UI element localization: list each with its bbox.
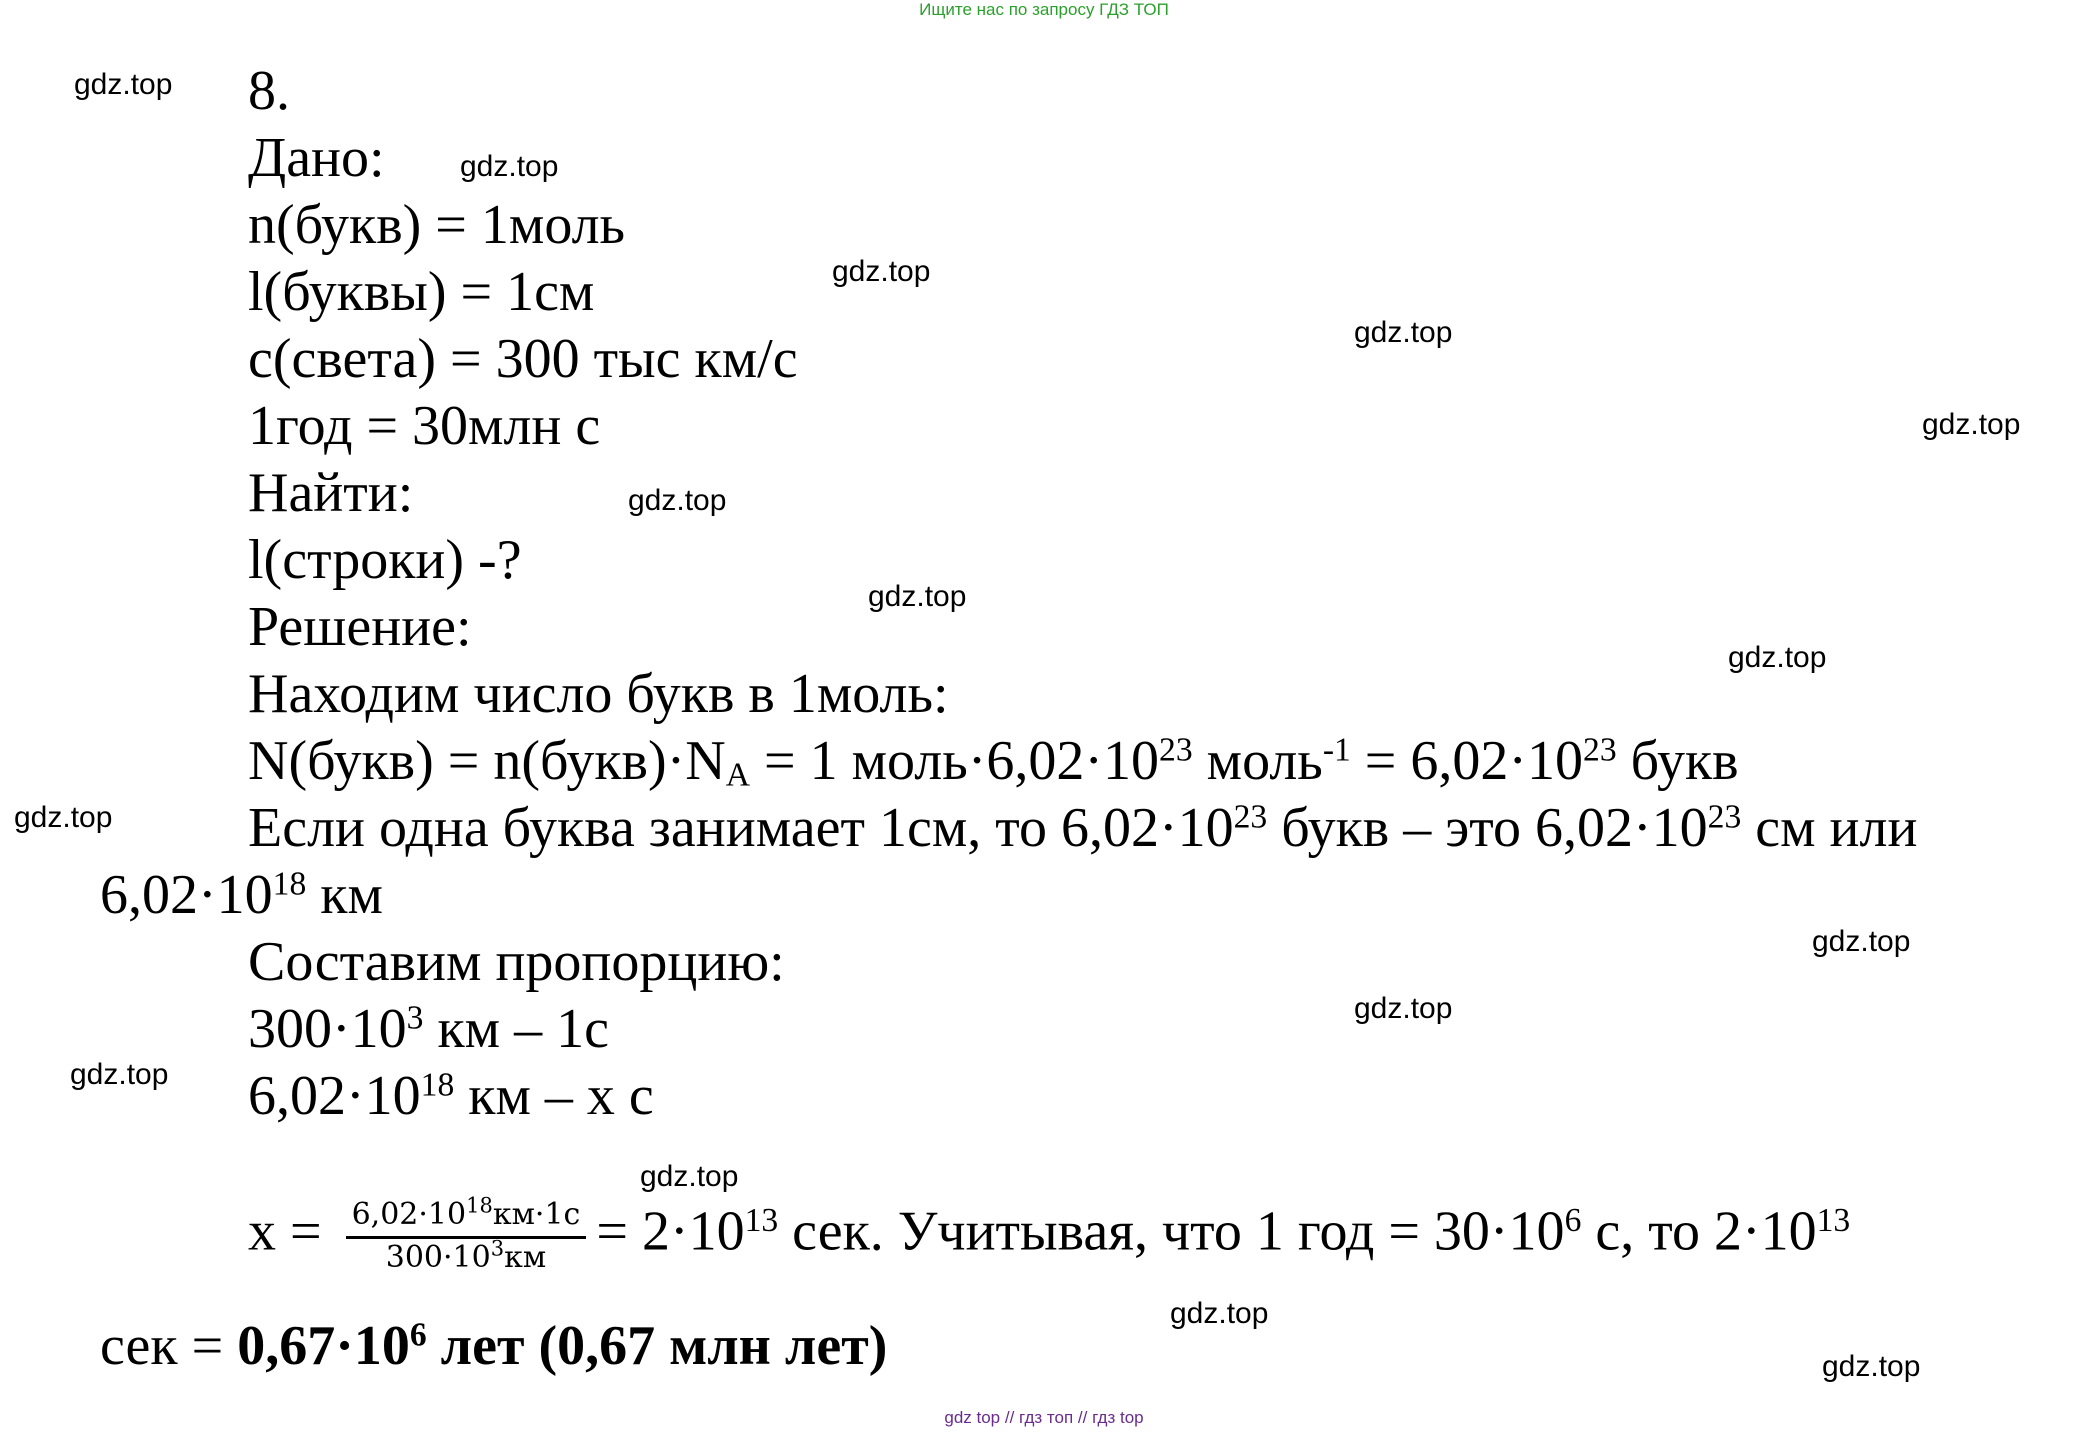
- given-line: с(света) = 300 тыс км/с: [248, 328, 798, 390]
- top-banner[interactable]: Ищите нас по запросу ГДЗ ТОП: [919, 0, 1169, 19]
- given-header: Дано:: [248, 127, 385, 189]
- footer-link[interactable]: gdz top: [944, 1408, 1001, 1427]
- solution-header: Решение:: [248, 596, 472, 658]
- footer-link[interactable]: гдз top: [1092, 1408, 1144, 1427]
- footer-separator: //: [1077, 1408, 1088, 1427]
- fraction-numerator: $6,02\cdot 10^{18}км\cdot 1с$: [346, 1200, 587, 1239]
- fraction-denominator: $300\cdot 10^3км$: [385, 1236, 547, 1275]
- watermark: gdz.top: [70, 1058, 169, 1091]
- fraction: [346, 1193, 587, 1275]
- result-equation: x = $\frac{6,02\cdot 10^{18}км\cdot 1с}{300\cdot 10^3км}$ = $2\cdot 10^{13}$ сек. Учитывая, что 1 год = $30\cdot 10^6$ с, то $2\cdot 10^{13}$: [248, 1193, 1851, 1275]
- answer-bold: $0,67\cdot 10^6$ лет (0,67 млн лет): [237, 1315, 888, 1377]
- task-number: 8.: [248, 60, 290, 122]
- equation-number-of-letters: N(букв) = $n(букв)\cdot N_A = 1$ $моль\cdot 6,02\cdot 10^{23}$ моль$^{-1}$ = $6,02\cdot 10^{23}$ букв: [248, 730, 1739, 794]
- footer-links: [0, 1408, 2088, 1428]
- watermark: gdz.top: [628, 484, 727, 517]
- watermark: gdz.top: [14, 801, 113, 834]
- length-in-km: $6,02\cdot 10^{18}$ км: [100, 864, 383, 926]
- watermark: gdz.top: [1354, 992, 1453, 1025]
- footer-link[interactable]: гдз топ: [1019, 1408, 1074, 1427]
- length-statement: Если одна буква занимает 1см, то $6,02\cdot 10^{23}$ букв – это $6,02\cdot 10^{23}$ см или: [248, 797, 1918, 859]
- find-header: Найти:: [248, 462, 414, 524]
- watermark: gdz.top: [832, 255, 931, 288]
- proportion-line: $300\cdot 10^3$ км – 1с: [248, 998, 609, 1060]
- given-line: n(букв) = 1моль: [248, 194, 626, 256]
- watermark: gdz.top: [1354, 316, 1453, 349]
- watermark: gdz.top: [1728, 641, 1827, 674]
- watermark: gdz.top: [460, 150, 559, 183]
- footer-separator: //: [1004, 1408, 1015, 1427]
- proportion-header: Составим пропорцию:: [248, 931, 785, 993]
- watermark: gdz.top: [1812, 925, 1911, 958]
- watermark: gdz.top: [1922, 408, 2021, 441]
- watermark: gdz.top: [74, 68, 173, 101]
- given-line: 1год = 30млн с: [248, 395, 601, 457]
- watermark: gdz.top: [1822, 1350, 1921, 1383]
- watermark: gdz.top: [868, 580, 967, 613]
- watermark: gdz.top: [1170, 1297, 1269, 1330]
- watermark: gdz.top: [640, 1160, 739, 1193]
- final-answer: сек = $0,67\cdot 10^6$ лет (0,67 млн лет): [100, 1315, 888, 1377]
- find-line: l(строки) -?: [248, 529, 522, 591]
- proportion-line: $6,02\cdot 10^{18}$ км – х с: [248, 1065, 654, 1127]
- given-line: l(буквы) = 1см: [248, 261, 595, 323]
- solution-step: Находим число букв в 1моль:: [248, 663, 949, 725]
